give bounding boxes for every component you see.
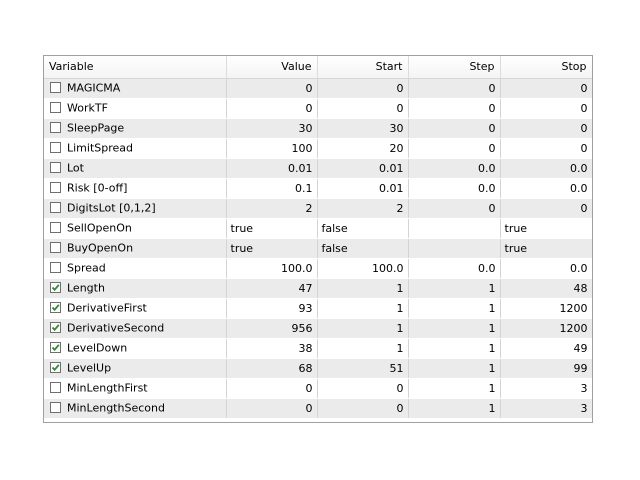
optimize-checkbox[interactable] [50,202,61,213]
table-row[interactable] [44,218,592,238]
optimize-checkbox[interactable] [50,222,61,233]
optimize-checkbox[interactable] [50,82,61,93]
table-row[interactable] [44,238,592,258]
table-row[interactable] [44,398,592,418]
optimize-checkbox[interactable] [50,102,61,113]
stop-cell[interactable]: 99 [500,358,592,378]
start-cell[interactable]: 1 [317,318,408,338]
variable-name: DerivativeFirst [67,301,147,315]
start-cell[interactable]: 51 [317,358,408,378]
variable-cell [44,298,226,318]
variable-cell [44,198,226,218]
table-row[interactable] [44,258,592,278]
start-cell[interactable]: 1 [317,298,408,318]
variable-cell [44,278,226,298]
start-cell[interactable]: 2 [317,198,408,218]
table-row[interactable] [44,318,592,338]
table-row[interactable] [44,278,592,298]
value-cell[interactable]: 0 [226,398,317,418]
start-cell[interactable]: 0 [317,98,408,118]
start-cell[interactable]: 100.0 [317,258,408,278]
step-cell[interactable]: 1 [408,298,500,318]
step-cell[interactable]: 1 [408,318,500,338]
variable-name: LimitSpread [67,141,134,155]
value-cell[interactable]: 0 [226,78,317,98]
optimize-checkbox[interactable] [50,162,61,173]
stop-cell[interactable]: 49 [500,338,592,358]
table-row[interactable] [44,378,592,398]
variable-name: DerivativeSecond [67,321,165,335]
step-cell[interactable]: 0.0 [408,258,500,278]
column-header-start[interactable]: Start [317,56,408,78]
optimize-checkbox[interactable] [50,382,61,393]
step-cell[interactable]: 0 [408,138,500,158]
value-cell[interactable]: true [226,218,317,238]
start-cell[interactable]: 0.01 [317,158,408,178]
variable-name: LevelUp [67,361,112,375]
check-mark-icon [51,363,60,372]
optimize-checkbox[interactable] [50,322,61,333]
variable-cell [44,78,226,98]
parameters-body [44,78,592,418]
variable-cell [44,118,226,138]
variable-name: MAGICMA [67,81,121,95]
variable-cell [44,318,226,338]
value-cell[interactable]: 47 [226,278,317,298]
table-row[interactable] [44,138,592,158]
table-row[interactable] [44,358,592,378]
start-cell[interactable]: false [317,238,408,258]
step-cell[interactable]: 1 [408,358,500,378]
column-header-step[interactable]: Step [408,56,500,78]
start-cell[interactable]: false [317,218,408,238]
table-row[interactable] [44,98,592,118]
variable-cell [44,218,226,238]
header-row [44,56,592,78]
step-cell[interactable] [408,218,500,238]
value-cell[interactable]: 2 [226,198,317,218]
value-cell[interactable]: 956 [226,318,317,338]
start-cell[interactable]: 20 [317,138,408,158]
stop-cell[interactable]: 0 [500,98,592,118]
start-cell[interactable]: 1 [317,278,408,298]
optimize-checkbox[interactable] [50,182,61,193]
check-mark-icon [51,303,60,312]
step-cell[interactable]: 0 [408,118,500,138]
step-cell[interactable]: 1 [408,338,500,358]
variable-name: MinLengthSecond [67,401,165,415]
check-mark-icon [51,323,60,332]
value-cell[interactable]: 0 [226,378,317,398]
variable-name: BuyOpenOn [67,241,134,255]
variable-name: Lot [67,161,84,175]
start-cell[interactable]: 1 [317,338,408,358]
step-cell[interactable]: 1 [408,398,500,418]
stop-cell[interactable]: 3 [500,398,592,418]
column-header-variable[interactable]: Variable [44,56,226,78]
variable-cell [44,398,226,418]
check-mark-icon [51,343,60,352]
optimize-checkbox[interactable] [50,342,61,353]
table-row[interactable] [44,298,592,318]
table-row[interactable] [44,178,592,198]
stop-cell[interactable]: 0.0 [500,158,592,178]
value-cell[interactable]: 30 [226,118,317,138]
optimize-checkbox[interactable] [50,282,61,293]
stop-cell[interactable]: true [500,238,592,258]
variable-name: Spread [67,261,106,275]
stop-cell[interactable]: 1200 [500,318,592,338]
start-cell[interactable]: 0.01 [317,178,408,198]
variable-name: Length [67,281,105,295]
optimize-checkbox[interactable] [50,402,61,413]
column-header-stop[interactable]: Stop [500,56,592,78]
parameters-grid [43,55,593,423]
step-cell[interactable]: 0 [408,198,500,218]
step-cell[interactable]: 0 [408,98,500,118]
optimize-checkbox[interactable] [50,142,61,153]
step-cell[interactable]: 0.0 [408,158,500,178]
variable-name: MinLengthFirst [67,381,148,395]
optimize-checkbox[interactable] [50,262,61,273]
table-row[interactable] [44,158,592,178]
variable-name: DigitsLot [0,1,2] [67,201,156,215]
variable-cell [44,358,226,378]
table-row[interactable] [44,198,592,218]
stop-cell[interactable]: 0.0 [500,178,592,198]
stop-cell[interactable]: true [500,218,592,238]
table-row[interactable] [44,78,592,98]
value-cell[interactable]: true [226,238,317,258]
start-cell[interactable]: 30 [317,118,408,138]
variable-cell [44,338,226,358]
table-row[interactable] [44,118,592,138]
value-cell[interactable]: 100 [226,138,317,158]
value-cell[interactable]: 0.1 [226,178,317,198]
check-mark-icon [51,283,60,292]
variable-cell [44,158,226,178]
step-cell[interactable]: 1 [408,378,500,398]
start-cell[interactable]: 0 [317,378,408,398]
stop-cell[interactable]: 0 [500,138,592,158]
variable-cell [44,258,226,278]
variable-name: SellOpenOn [67,221,132,235]
value-cell[interactable]: 38 [226,338,317,358]
value-cell[interactable]: 93 [226,298,317,318]
table-row[interactable] [44,338,592,358]
stop-cell[interactable]: 0 [500,198,592,218]
stop-cell[interactable]: 3 [500,378,592,398]
column-header-value[interactable]: Value [226,56,317,78]
parameters-table [44,56,593,419]
start-cell[interactable]: 0 [317,78,408,98]
variable-cell [44,178,226,198]
step-cell[interactable]: 0.0 [408,178,500,198]
start-cell[interactable]: 0 [317,398,408,418]
optimize-checkbox[interactable] [50,302,61,313]
stop-cell[interactable]: 0 [500,78,592,98]
variable-name: WorkTF [67,101,108,115]
variable-cell [44,238,226,258]
variable-cell [44,378,226,398]
stop-cell[interactable]: 48 [500,278,592,298]
optimize-checkbox[interactable] [50,122,61,133]
value-cell[interactable]: 68 [226,358,317,378]
stop-cell[interactable]: 1200 [500,298,592,318]
stop-cell[interactable]: 0 [500,118,592,138]
value-cell[interactable]: 0.01 [226,158,317,178]
variable-name: SleepPage [67,121,125,135]
value-cell[interactable]: 0 [226,98,317,118]
step-cell[interactable] [408,238,500,258]
optimize-checkbox[interactable] [50,362,61,373]
stop-cell[interactable]: 0.0 [500,258,592,278]
value-cell[interactable]: 100.0 [226,258,317,278]
step-cell[interactable]: 0 [408,78,500,98]
optimize-checkbox[interactable] [50,242,61,253]
variable-cell [44,98,226,118]
variable-cell [44,138,226,158]
variable-name: LevelDown [67,341,128,355]
variable-name: Risk [0-off] [67,181,128,195]
step-cell[interactable]: 1 [408,278,500,298]
